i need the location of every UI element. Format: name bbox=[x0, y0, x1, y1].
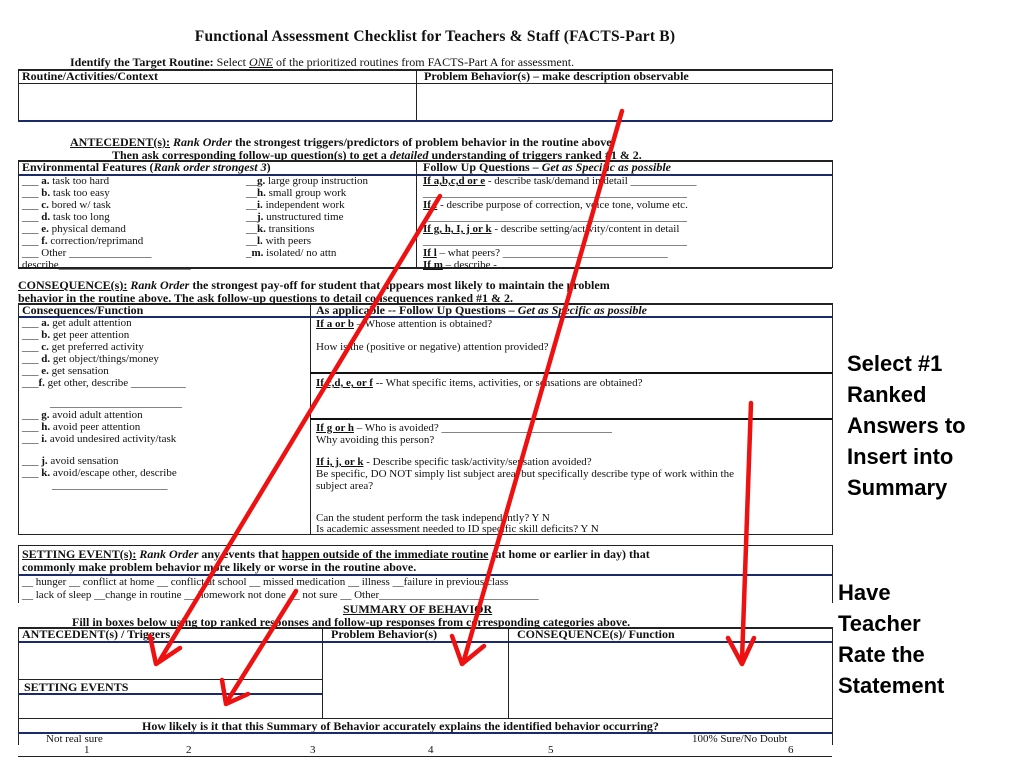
setting-events-row2[interactable]: __ lack of sleep __change in routine __ homework not done __ not sure __ Other_____________________________ bbox=[22, 589, 539, 601]
followup-header-b: Get as Specific as possible bbox=[541, 160, 672, 174]
consequence-q-assess: Is academic assessment needed to ID specific skill deficits? Y N bbox=[316, 523, 599, 535]
describe-line[interactable]: _____________________ bbox=[52, 479, 168, 491]
arrow-to-problem-behavior bbox=[464, 111, 622, 660]
followup-line[interactable]: If l – what peers? ______________________________ bbox=[423, 247, 668, 259]
consequence-heading: CONSEQUENCE(s): bbox=[18, 278, 128, 292]
q-gh-text: – Who is avoided? _______________________________ bbox=[356, 422, 612, 434]
consequence-q-ab-2: How is the (positive or negative) attention provided? bbox=[316, 341, 549, 353]
followup-line[interactable]: ________________________________________________ bbox=[423, 235, 687, 247]
callout-line: Select #1 bbox=[847, 351, 943, 376]
followup-line[interactable]: If f - describe purpose of correction, voice tone, volume etc. bbox=[423, 199, 688, 211]
list-item[interactable]: ___ k. avoid/escape other, describe bbox=[22, 467, 177, 479]
callout-line: Statement bbox=[838, 673, 945, 698]
consequence-q-gh-2: Why avoiding this person? bbox=[316, 434, 435, 446]
list-item[interactable]: ___ a. get adult attention bbox=[22, 317, 132, 329]
list-item[interactable]: ___ e. physical demand bbox=[22, 223, 126, 235]
followup-line[interactable]: If a,b,c,d or e - describe task/demand in detail ____________ bbox=[423, 175, 697, 187]
callout-line: Teacher bbox=[838, 611, 921, 636]
list-item[interactable]: ___ c. get preferred activity bbox=[22, 341, 144, 353]
followup-line[interactable]: ________________________________________________ bbox=[423, 211, 687, 223]
list-item[interactable]: ___f. get other, describe __________ bbox=[22, 377, 186, 389]
summary-consequence-header: CONSEQUENCE(s)/ Function bbox=[517, 627, 675, 641]
list-item[interactable]: __k. transitions bbox=[246, 223, 315, 235]
callout-line: Rate the bbox=[838, 642, 925, 667]
cons-followup-header-b: Get as Specific as possible bbox=[517, 303, 648, 317]
antecedent-line1-text: the strongest triggers/predictors of problem behavior in the routine above. bbox=[235, 135, 615, 149]
list-item[interactable]: ___ a. task too hard bbox=[22, 175, 110, 187]
target-label: Identify the Target Routine: bbox=[70, 55, 214, 69]
list-item[interactable]: ___ h. avoid peer attention bbox=[22, 421, 141, 433]
setting-rank: Rank Order bbox=[139, 547, 199, 561]
callout-line: Answers to bbox=[847, 413, 966, 438]
summary-heading: SUMMARY OF BEHAVIOR bbox=[343, 602, 493, 616]
q-gh-if: If g or h bbox=[316, 422, 354, 434]
describe-line[interactable]: describe________________________ bbox=[22, 259, 191, 271]
list-item[interactable]: ___ e. get sensation bbox=[22, 365, 109, 377]
setting-l1-u: happen outside of the immediate routine bbox=[281, 547, 489, 561]
callout-line: Insert into bbox=[847, 444, 954, 469]
followup-line[interactable]: If g, h, I, j or k - describe setting/activity/content in detail bbox=[423, 223, 680, 235]
target-one: ONE bbox=[249, 55, 273, 69]
list-item[interactable]: ___ i. avoid undesired activity/task bbox=[22, 433, 177, 445]
q-cdef-text: -- What specific items, activities, or sensations are obtained? bbox=[375, 377, 643, 389]
target-pre: Select bbox=[216, 55, 246, 69]
list-item[interactable]: __h. small group work bbox=[246, 187, 347, 199]
consequence-q-ijk-3: subject area? bbox=[316, 480, 374, 492]
list-item[interactable]: ___ g. avoid adult attention bbox=[22, 409, 143, 421]
scale-option-4[interactable]: 4 bbox=[428, 744, 434, 756]
antecedent-line2-detailed: detailed bbox=[389, 148, 429, 162]
callout-line: Have bbox=[838, 580, 891, 605]
list-item[interactable]: ___ b. get peer attention bbox=[22, 329, 130, 341]
scale-option-6[interactable]: 6 bbox=[788, 744, 794, 756]
summary-antecedent-header: ANTECEDENT(s) / Triggers bbox=[22, 627, 171, 641]
setting-heading: SETTING EVENT(s): bbox=[22, 547, 137, 561]
document-title: Functional Assessment Checklist for Teachers & Staff (FACTS-Part B) bbox=[194, 28, 676, 45]
list-item[interactable]: ___ Other _______________ bbox=[22, 247, 152, 259]
list-item[interactable]: _m. isolated/ no attn bbox=[246, 247, 337, 259]
callout-line: Ranked bbox=[847, 382, 927, 407]
list-item[interactable]: ___ b. task too easy bbox=[22, 187, 110, 199]
problem-behavior-column-header: Problem Behavior(s) – make description observable bbox=[424, 69, 689, 83]
env-header-a: Environmental Features ( bbox=[22, 160, 154, 174]
scale-option-2[interactable]: 2 bbox=[186, 744, 192, 756]
antecedent-line2-b: understanding of triggers ranked #1 & 2. bbox=[431, 148, 642, 162]
consequence-q-ijk-2: Be specific, DO NOT simply list subject area, but specifically describe type of work within the bbox=[316, 468, 734, 480]
antecedent-rank: Rank Order bbox=[173, 135, 233, 149]
list-item[interactable]: ___ d. get object/things/money bbox=[22, 353, 159, 365]
describe-line[interactable]: ________________________ bbox=[50, 397, 182, 409]
summary-setting-events-label: SETTING EVENTS bbox=[24, 680, 129, 694]
followup-line[interactable]: If m – describe - bbox=[423, 259, 497, 271]
consequence-instruction-line2: behavior in the routine above. The ask follow-up questions to detail consequences ranked #1 & 2. bbox=[18, 291, 514, 305]
arrow-to-antecedent bbox=[160, 196, 440, 660]
consequence-q-perform: Can the student perform the task independently? Y N bbox=[316, 512, 550, 524]
antecedent-line2-a: Then ask corresponding follow-up question(s) to get a bbox=[112, 148, 387, 162]
q-ijk-if: If i, j, or k bbox=[316, 456, 364, 468]
callout-line: Summary bbox=[847, 475, 948, 500]
setting-l1-a: any events that bbox=[201, 547, 279, 561]
summary-problem-behavior-header: Problem Behavior(s) bbox=[331, 627, 438, 641]
setting-events-line2: commonly make problem behavior more likely or worse in the routine above. bbox=[22, 560, 417, 574]
list-item[interactable]: ___ d. task too long bbox=[22, 211, 110, 223]
arrow-to-consequence bbox=[742, 403, 751, 660]
env-header-c: ) bbox=[266, 160, 271, 174]
list-item[interactable]: __l. with peers bbox=[246, 235, 312, 247]
scale-option-3[interactable]: 3 bbox=[310, 744, 316, 756]
list-item[interactable]: __i. independent work bbox=[246, 199, 345, 211]
cons-followup-header-a: As applicable -- Follow Up Questions – bbox=[316, 303, 515, 317]
routine-column-header: Routine/Activities/Context bbox=[22, 69, 158, 83]
setting-l1-b: (at home or earlier in day) that bbox=[491, 547, 650, 561]
setting-events-row1[interactable]: __ hunger __ conflict at home __ conflict at school __ missed medication __ illness __failure in previous class bbox=[22, 576, 509, 588]
consequence-rank: Rank Order bbox=[130, 278, 190, 292]
followup-header-a: Follow Up Questions – bbox=[423, 160, 539, 174]
list-item[interactable]: ___ j. avoid sensation bbox=[22, 455, 119, 467]
followup-line[interactable]: ________________________________________________ bbox=[423, 187, 687, 199]
scale-high-label: 100% Sure/No Doubt bbox=[692, 733, 788, 745]
q-ab-text: – Whose attention is obtained? bbox=[356, 318, 493, 330]
scale-option-1[interactable]: 1 bbox=[84, 744, 90, 756]
env-header-b: Rank order strongest 3 bbox=[153, 160, 267, 174]
summary-instruction: Fill in boxes below using top ranked responses and follow-up responses from corresponding categories above. bbox=[72, 615, 631, 629]
consequence-line1-text: the strongest pay-off for student that appears most likely to maintain the problem bbox=[192, 278, 610, 292]
q-ab-if: If a or b bbox=[316, 318, 354, 330]
consequences-function-header: Consequences/Function bbox=[22, 303, 144, 317]
list-item[interactable]: __g. large group instruction bbox=[246, 175, 368, 187]
list-item[interactable]: ___ c. bored w/ task bbox=[22, 199, 111, 211]
arrow-to-setting-events bbox=[228, 591, 296, 700]
list-item[interactable]: __j. unstructured time bbox=[246, 211, 344, 223]
scale-low-label: Not real sure bbox=[46, 733, 103, 745]
likelihood-question: How likely is it that this Summary of Behavior accurately explains the identified behavior occurring? bbox=[142, 719, 659, 733]
q-cdef-if: If c,d, e, or f bbox=[316, 377, 373, 389]
antecedent-heading: ANTECEDENT(s): bbox=[70, 135, 171, 149]
q-ijk-text: - Describe specific task/activity/sensation avoided? bbox=[366, 456, 592, 468]
list-item[interactable]: ___ f. correction/reprimand bbox=[22, 235, 144, 247]
scale-option-5[interactable]: 5 bbox=[548, 744, 554, 756]
target-post: of the prioritized routines from FACTS-Part A for assessment. bbox=[276, 55, 575, 69]
